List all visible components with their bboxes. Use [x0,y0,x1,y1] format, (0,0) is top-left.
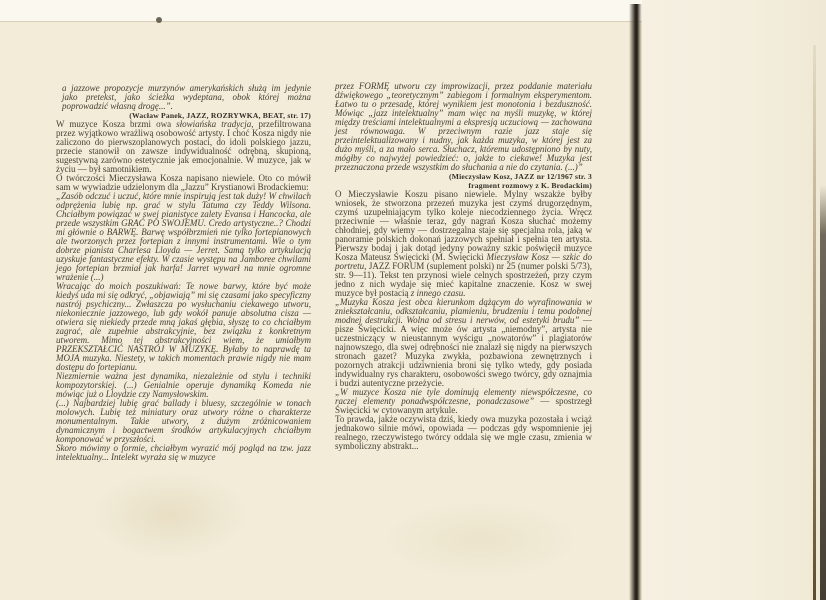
quote-attribution-line2: fragment rozmowy z K. Brodackim) [468,181,592,190]
intro-paragraph-2: O twórczości Mieczysława Kosza napisano niewiele. Oto co mówił sam w wywiadzie udzielonym dla „Jazzu” Krystianowi Brodackiemu: [56,173,311,192]
epigraph: a jazzowe propozycje murzynów amerykańskich służą im jedynie jako pretekst, jako ścieżka wydeptana, obok której można poprowadzić własną drogę...”. [62,83,311,111]
paper-stain [90,470,250,560]
interview-quote-paragraph: „Zasób odczuć i uczuć, które mnie inspirują jest tak duży! W chwilach odprężenia lubię np. grać w stylu Tatuma czy Teddy Wilsona. Chciałbym powiązać w swej pianistyce zalety Evansa i Hancocka, ale przede wszystkim GRAĆ PO SWOJEMU. Credo artystyczne..? Chodzi mi głównie o BARWĘ. Barwę współbrzmień nie tylko fortepianowych ale tworzonych przez fortepian z innymi instrumentami. Wie o tym dobrze pianista Charlesa Lloyda — Jerret. Samą tylko artykulacją uzyskuje fantastyczne efekty. W czasie występu na Jamboree chwilami jego fortepian brzmiał jak harfa! Jarret wywarł na mnie ogromne wrażenie (...) [56,191,311,282]
swiecicki-quote-roman: — pisze Święcicki. A więc może ów artysta „niemodny”, artysta nie uczestniczący w nieustannym wyścigu „nowatorów” i plagiatorów najnowszego, dla swej odrębności nie znalazł się nigdy na pierwszych stronach gazet? Muzyka zwykła, pozbawiona zewnętrznych i pozornych atrakcji udziwnienia broni się tylko wtedy, gdy posiada indywidualny rys charakteru, osobowości swego twórcy, gdy oznajmia i budzi autentyczne przeżycie. [335,315,593,388]
scan-speck [156,17,162,23]
swiecicki-quote-italic: „Muzyka Kosza jest obca kierunkom dążącym do wyrafinowania w zniekształcaniu, odkształcaniu, plamieniu, brudzeniu i temu podobnej modnej destrukcji. Wolna od stresu i nerwów, od estetyki brudu” [335,297,592,325]
commentary-text: O Mieczysławie Koszu pisano niewiele. Mylny wszakże byłby wniosek, że stworzona przezeń muzyka jest czymś drugorzędnym, czymś uzupełniającym tylko koleje niecodziennego życia. Wręcz przeciwnie — właśnie teraz, gdy nagrań Kosza słuchać możemy chłodniej, gdy wiemy — dostrzegalna staje się specjalna rola, jaką w panoramie polskich dokonań jazzowych spełniał i spełnia ten artysta. Pierwszy bodaj i jak dotąd jedyny poważny szkic poświęcił muzyce Kosza Mateusz Święcicki (M. Święcicki [335,189,592,262]
interview-quote-paragraph: (...) Najbardziej lubię grać ballady i bluesy, szczególnie w tonach molowych. Lubię też miniatury oraz utwory różne o charakterze monumentalnym. Takie utwory, z dużym zróżnicowaniem dynamicznym i bogactwem środków artykulacyjnych chciałbym komponować w przyszłości. [56,398,311,444]
intro-text: W muzyce Kosza brzmi owa [56,119,177,129]
right-page-column [335,82,592,451]
commentary-text: , JAZZ FORUM (suplement polski) nr 25 (numer polski 5/73), str. 9—11). Tekst ten przynosi wiele celnych spostrzeżeń, przy czym jedno z nich wydaje się mieć kapitalne znaczenie. Kosz w swej muzyce był postacią [335,261,592,298]
quote-attribution [335,172,592,190]
page-gutter-shadow [629,4,642,600]
swiecicki-quote-paragraph [335,298,592,388]
closing-paragraph: To prawda, jakże oczywista dziś, kiedy owa muzyka pozostała i wciąż jednakowo silnie mówi, opowiada — podczas gdy wspomnienie jej realnego, rzeczywistego twórcy oddala się we mgle czasu, zmienia w symboliczny abstrakt... [335,414,592,451]
page-edge-dark-strip [820,185,826,600]
intro-italic-phrase: słowiańska tradycja [176,119,252,129]
intro-text: , przefiltrowana przez wyjątkowo wrażliwą osobowość artysty. I choć Kosza nigdy nie zaliczono do pierwszoplanowych postaci, do idoli polskiego jazzu, przecie stanowił on zawsze indywidualność odrębną, skupioną, sugestywną zarówno estetycznie jak emocjonalnie. W muzyce, jak w życiu — był samotnikiem. [56,119,312,174]
adjacent-page-surface [642,0,826,600]
swiecicki-quote-italic: „W muzyce Kosza nie tyle dominują elementy niewspółczesne, co raczej elementy ponadwspółczesne, ponadczasowe” [335,387,592,406]
commentary-paragraph [335,190,592,298]
commentary-italic-phrase: z innego czasu. [410,288,466,298]
intro-paragraph [56,120,311,174]
interview-quote-paragraph: Wracając do moich poszukiwań: Te nowe barwy, które być może kiedyś uda mi się odkryć, „objawiają” mi się czasami jako specyficzny nastrój psychiczny... Zwłaszcza po wysłuchaniu ciekawego utworu, niekoniecznie jazzowego, lub gdy wokół panuje absolutna cisza — otwiera się niekiedy przede mną jakaś głębia, słyszę to co chciałbym zagrać, ale zupełnie abstrakcyjnie, bez związku z konkretnym utworem. Mimo tej abstrakcyjności wiem, że umiałbym PRZEKSZTAŁCIĆ NASTRÓJ W MUZYKĘ. Byłaby to naprawdę ta MOJA muzyka. Niestety, w takich momentach prawie nigdy nie mam dostępu do fortepianu. [56,281,311,372]
interview-quote-paragraph: Niezmiernie ważna jest dynamika, niezależnie od stylu i techniki kompozytorskiej. (...) Genialnie operuje dynamiką Komeda nie mówiąc już o Lloydzie czy Namysłowskim. [56,371,311,399]
swiecicki-quote-paragraph [335,388,592,415]
epigraph-attribution: (Wacław Panek, JAZZ, ROZRYWKA, BEAT, str. 17) [129,111,311,120]
interview-quote-paragraph: Skoro mówimy o formie, chciałbym wyrazić mój pogląd na tzw. jazz intelektualny... Intelekt wyraża się w muzyce [56,443,311,462]
left-page-column [56,84,311,462]
quote-attribution-line1: (Mieczysław Kosz, JAZZ nr 12/1967 str. 3 [449,172,592,181]
interview-quote-continuation: przez FORMĘ utworu czy improwizacji, przez poddanie materiału dźwiękowego „teoretycznym” zabiegom i formalnym eksperymentom. Łatwo tu o przesadę, której wynikiem jest monotonia i bezduszność. Mówiąc „jazz intelektualny” mam więc na myśli muzykę, w której między treściami intelektualnymi a ekspresją uczuciową — zachowana jest równowaga. W przeciwnym razie jazz staje się przeintelektualizowany i nudny, jak każda muzyka, w której jest za dużo myśli, a za mało serca. Słuchacz, któremu udostępniono by nuty, mógłby co najwyżej powiedzieć: o, jakże to ciekawe! Muzyka jest przeznaczona przede wszystkim do słuchania a nie do czytania. (...)” [335,81,592,172]
swiecicki-quote-roman: — spostrzegł Święcicki w cytowanym artykule. [335,396,592,415]
page-edge-line [813,45,816,600]
paper-stain [380,500,580,580]
essay-title-italic: Mieczysław Kosz — szkic do portretu [335,252,592,271]
